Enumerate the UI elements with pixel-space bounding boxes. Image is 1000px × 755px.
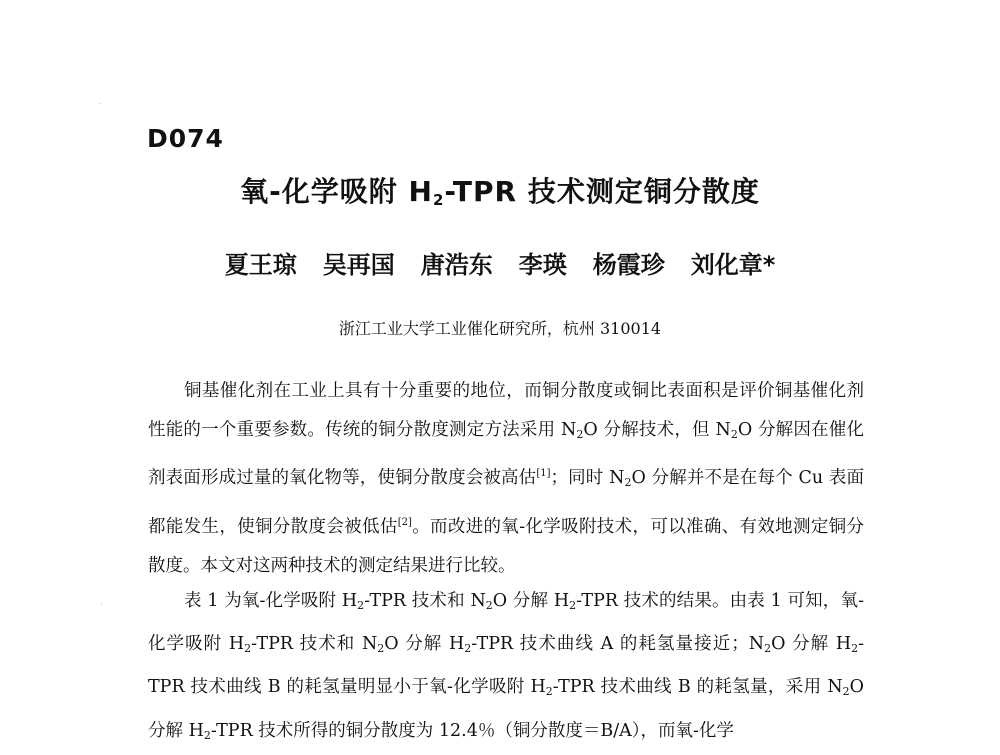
body-paragraph-2 <box>148 582 864 755</box>
paragraph-text: 表 1 为氧-化学吸附 H <box>184 591 358 611</box>
subscript: 2 <box>377 642 385 656</box>
author-name: 杨霞珍 <box>592 251 665 279</box>
paragraph-text: O 分解 H <box>771 634 852 655</box>
paragraph-text: O 分解因在催化剂表面形成过量的氧化物等，使铜分散度会被高估 <box>148 420 864 489</box>
subscript: 2 <box>569 599 577 612</box>
scan-speck <box>100 103 101 104</box>
citation-ref: [2] <box>397 516 412 528</box>
paragraph-text: -TPR 技术的结果。由表 1 可知，氧-化学吸附 H <box>148 591 865 655</box>
paragraph-text: -TPR 技术和 N <box>364 591 486 611</box>
subscript: 2 <box>730 428 738 442</box>
subscript: 2 <box>485 599 493 612</box>
paragraph-text: -TPR 技术所得的铜分散度为 12.4％（铜分散度＝B/A），而氧-化学 <box>210 720 734 741</box>
subscript: 2 <box>545 685 553 699</box>
paragraph-text: 铜基催化剂在工业上具有十分重要的地位，而铜分散度或铜比表面积是评价铜基催化剂性能的一个重要参数。传统的铜分散度测定方法采用 N <box>148 381 864 441</box>
subscript: 2 <box>624 476 632 490</box>
subscript: 2 <box>357 599 365 612</box>
paper-code: D074 <box>147 124 224 153</box>
paragraph-text: ；同时 N <box>550 468 625 489</box>
paragraph-text: -TPR 技术曲线 B 的耗氢量明显小于氧-化学吸附 H <box>148 634 865 698</box>
paragraph-text: -TPR 技术曲线 A 的耗氢量接近；N <box>471 634 765 655</box>
title-subscript: 2 <box>432 191 445 209</box>
subscript: 2 <box>203 728 211 742</box>
author-name: 李瑛 <box>518 251 567 279</box>
paragraph-text: 。而改进的氧-化学吸附技术，可以准确、有效地测定铜分散度。本文对这两种技术的测定结果进行比较。 <box>148 516 865 576</box>
paragraph-text: O 分解 H <box>384 634 465 655</box>
subscript: 2 <box>464 642 472 656</box>
body-paragraph-1 <box>148 372 864 586</box>
paragraph-text: O 分解 H <box>148 677 864 741</box>
subscript: 2 <box>842 685 850 699</box>
author-name: 刘化章* <box>690 251 776 279</box>
paragraph-text: -TPR 技术和 N <box>251 634 378 655</box>
author-list <box>0 245 1000 280</box>
subscript: 2 <box>851 642 859 656</box>
title-text: 氧-化学吸附 H <box>240 175 433 208</box>
affiliation: 浙江工业大学工业催化研究所，杭州 310014 <box>338 319 662 338</box>
scan-speck <box>101 604 102 605</box>
subscript: 2 <box>576 428 584 442</box>
citation-ref: [1] <box>536 468 551 480</box>
paragraph-text: -TPR 技术曲线 B 的耗氢量，采用 N <box>552 677 843 698</box>
author-name: 吴再国 <box>322 251 395 279</box>
subscript: 2 <box>244 642 252 656</box>
paragraph-text: O 分解 H <box>492 591 570 611</box>
author-name: 唐浩东 <box>420 251 493 279</box>
paragraph-text: O 分解技术，但 N <box>583 420 731 441</box>
paragraph-text: O 分解并不是在每个 Cu 表面都能发生，使铜分散度会被低估 <box>148 468 864 537</box>
author-name: 夏王琼 <box>224 251 297 279</box>
title-text: -TPR 技术测定铜分散度 <box>444 175 760 208</box>
subscript: 2 <box>764 642 772 656</box>
paper-title <box>0 170 1000 210</box>
